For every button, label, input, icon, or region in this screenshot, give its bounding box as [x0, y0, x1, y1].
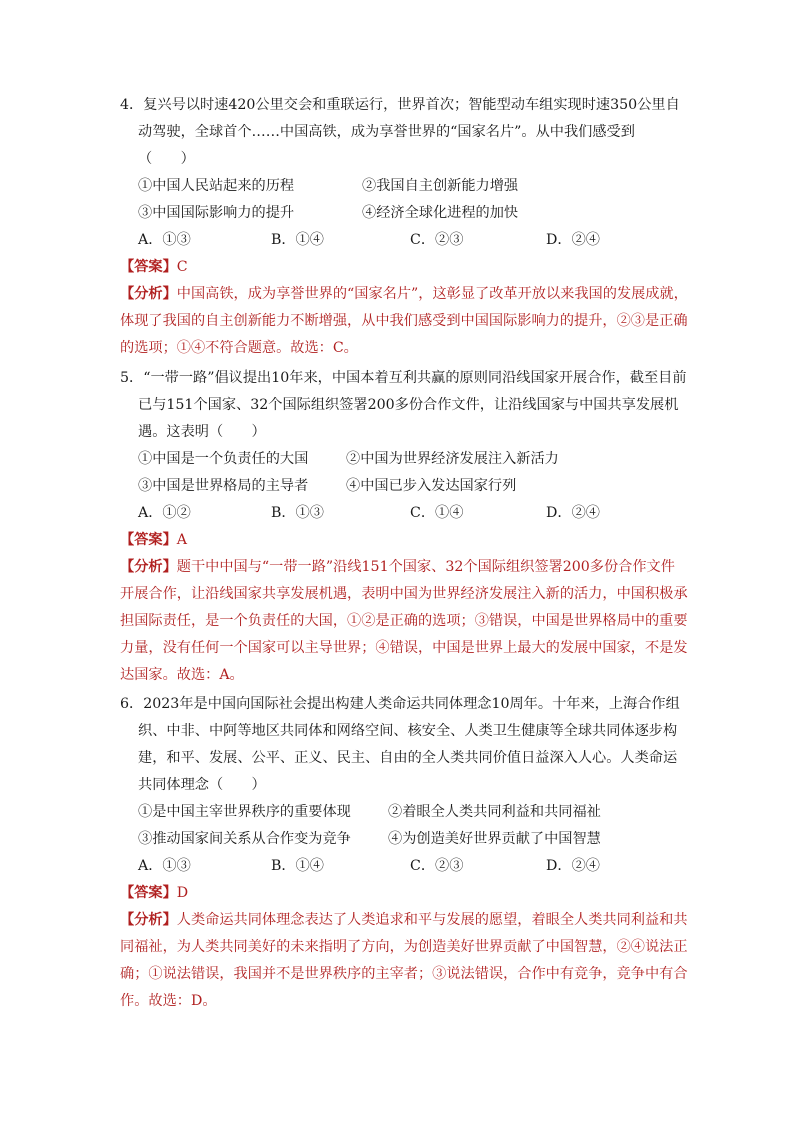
question-4-statements [138, 173, 698, 227]
choice-a: A．①③ [138, 858, 191, 874]
question-6-answer [120, 880, 188, 907]
question-6-statements [138, 799, 698, 853]
statement-2: ②中国为世界经济发展注入新活力 [346, 451, 559, 467]
question-6-stem [120, 691, 690, 799]
answer-label: 【答案】 [120, 532, 177, 548]
analysis-label: 【分析】 [120, 286, 177, 302]
question-5-analysis [120, 554, 690, 689]
choice-d: D．②④ [546, 505, 600, 521]
question-4-line-1: 4．复兴号以时速420公里交会和重联运行，世界首次；智能型动车组实现时速350公里自 [120, 97, 680, 113]
choice-a: A．①③ [138, 232, 191, 248]
analysis-line-1: 中国高铁，成为享誉世界的“国家名片”，这彰显了改革开放以来我国的发展成就， [176, 286, 688, 302]
statement-1: ①是中国主宰世界秩序的重要体现 [138, 804, 351, 820]
analysis-label: 【分析】 [120, 912, 177, 928]
analysis-line-4: 作。故选：D。 [120, 993, 217, 1009]
question-6-line-3: 建，和平、发展、公平、正义、民主、自由的全人类共同价值日益深入人心。人类命运 [138, 750, 678, 766]
statement-4: ④中国已步入发达国家行列 [346, 478, 517, 494]
statement-2: ②我国自主创新能力增强 [362, 178, 519, 194]
choice-b: B．①④ [271, 858, 324, 874]
analysis-line-1: 题干中中国与“一带一路”沿线151个国家、32个国际组织签署200多份合作文件 [176, 559, 675, 575]
question-4-analysis [120, 281, 690, 362]
statement-3: ③推动国家间关系从合作变为竞争 [138, 831, 351, 847]
question-4-choices [138, 227, 698, 254]
question-5-line-1: 5．“一带一路”倡议提出10年来，中国本着互利共赢的原则同沿线国家开展合作，截至目前 [120, 370, 687, 386]
answer-label: 【答案】 [120, 259, 177, 275]
statement-3: ③中国是世界格局的主导者 [138, 478, 309, 494]
question-6-line-2: 织、中非、中阿等地区共同体和网络空间、核安全、人类卫生健康等全球共同体逐步构 [138, 723, 678, 739]
question-6-analysis [120, 907, 690, 1015]
analysis-line-4: 力量，没有任何一个国家可以主导世界；④错误，中国是世界上最大的发展中国家，不是发 [120, 640, 688, 656]
choice-b: B．①③ [271, 505, 324, 521]
choice-d: D．②④ [546, 858, 600, 874]
question-4-answer [120, 254, 188, 281]
question-6-line-1: 6．2023年是中国向国际社会提出构建人类命运共同体理念10周年。十年来，上海合作组 [120, 696, 680, 712]
statement-1: ①中国人民站起来的历程 [138, 178, 295, 194]
answer-value: A [176, 532, 188, 548]
choice-c: C．②③ [410, 232, 464, 248]
choice-a: A．①② [138, 505, 191, 521]
question-6-choices [138, 853, 698, 880]
question-4-line-3: （ ） [138, 151, 195, 167]
analysis-line-1: 人类命运共同体理念表达了人类追求和平与发展的愿望，着眼全人类共同利益和共 [176, 912, 688, 928]
choice-b: B．①④ [271, 232, 324, 248]
analysis-line-2: 同福祉，为人类共同美好的未来指明了方向，为创造美好世界贡献了中国智慧，②④说法正 [120, 939, 688, 955]
statement-4: ④经济全球化进程的加快 [362, 205, 519, 221]
analysis-line-2: 开展合作，让沿线国家共享发展机遇，表明中国为世界经济发展注入新的活力，中国积极承 [120, 586, 688, 602]
statement-4: ④为创造美好世界贡献了中国智慧 [388, 831, 601, 847]
question-5-line-2: 已与151个国家、32个国际组织签署200多份合作文件，让沿线国家与中国共享发展机 [138, 397, 679, 413]
question-4-line-2: 动驾驶，全球首个……中国高铁，成为享誉世界的“国家名片”。从中我们感受到 [138, 124, 635, 140]
statement-3: ③中国国际影响力的提升 [138, 205, 295, 221]
analysis-line-3: 担国际责任，是一个负责任的大国，①②是正确的选项；③错误，中国是世界格局中的重要 [120, 613, 688, 629]
statement-1: ①中国是一个负责任的大国 [138, 451, 309, 467]
question-5-answer [120, 527, 187, 554]
answer-label: 【答案】 [120, 885, 177, 901]
analysis-line-3: 的选项；①④不符合题意。故选：C。 [120, 340, 358, 356]
question-5-line-3: 遇。这表明（ ） [138, 424, 266, 440]
question-4-stem [120, 92, 690, 173]
question-5-stem [120, 365, 690, 446]
analysis-line-5: 达国家。故选：A。 [120, 667, 244, 683]
analysis-label: 【分析】 [120, 559, 177, 575]
answer-value: D [176, 885, 189, 901]
statement-2: ②着眼全人类共同利益和共同福祉 [388, 804, 601, 820]
answer-value: C [176, 259, 188, 275]
analysis-line-2: 体现了我国的自主创新能力不断增强，从中我们感受到中国国际影响力的提升，②③是正确 [120, 313, 688, 329]
question-6-line-4: 共同体理念（ ） [138, 777, 266, 793]
choice-d: D．②④ [546, 232, 600, 248]
analysis-line-3: 确；①说法错误，我国并不是世界秩序的主宰者；③说法错误，合作中有竞争，竞争中有合 [120, 966, 688, 982]
question-5-statements [138, 446, 698, 500]
choice-c: C．②③ [410, 858, 464, 874]
question-5-choices [138, 500, 698, 527]
choice-c: C．①④ [410, 505, 464, 521]
